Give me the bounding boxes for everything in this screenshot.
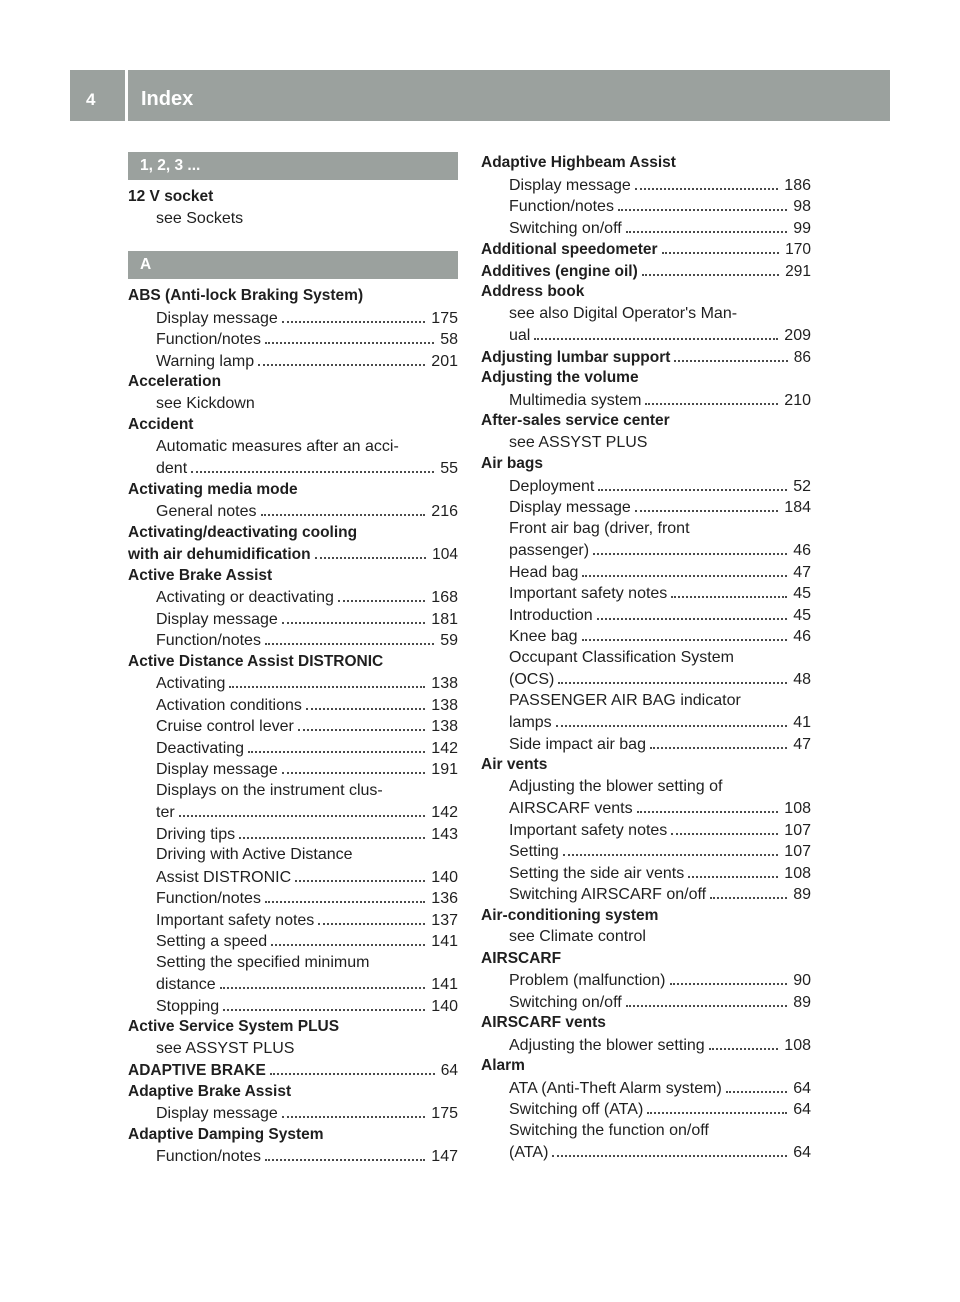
dot-leader [709, 1034, 779, 1050]
index-subentry-text: distance [156, 976, 216, 993]
dot-leader [593, 539, 787, 555]
index-subentry-text: Important safety notes [509, 821, 668, 839]
page-ref: 142 [431, 739, 458, 757]
index-subentry-text: ual [509, 327, 531, 344]
index-subentry-text: (ATA) [509, 1144, 549, 1161]
index-subentry: Displays on the instrument clus- [156, 781, 383, 799]
index-subentry-text: Function/notes [156, 1148, 261, 1165]
page-ref: 64 [793, 1144, 811, 1161]
index-subentry [481, 561, 811, 583]
index-subentry-text: Switching off (ATA) [509, 1101, 644, 1118]
dot-leader [598, 475, 787, 491]
page-ref: 216 [431, 503, 458, 520]
index-subentry-text: Deactivating [156, 739, 245, 757]
dot-leader [647, 1098, 787, 1114]
dot-leader [618, 195, 787, 211]
page-ref: 46 [793, 542, 811, 559]
dot-leader [635, 174, 778, 190]
index-subentry [481, 604, 811, 626]
index-subentry [128, 328, 458, 350]
index-subentry [481, 496, 811, 518]
page-header [70, 70, 890, 121]
page-ref: 147 [431, 1148, 458, 1165]
index-subentry [481, 539, 811, 561]
index-subentry-text: Switching on/off [509, 219, 622, 237]
page-ref: 107 [784, 843, 811, 860]
page-ref: 46 [793, 628, 811, 645]
dot-leader [635, 496, 778, 512]
index-subentry-text: (OCS) [509, 671, 555, 688]
index-subentry [481, 991, 811, 1013]
index-subentry: Automatic measures after an acci- [156, 437, 399, 455]
index-keyword: Adjusting the volume [481, 369, 639, 386]
dot-leader [270, 1059, 435, 1075]
dot-leader [726, 1077, 787, 1093]
index-subentry [128, 629, 458, 651]
page-ref: 99 [793, 219, 811, 237]
index-subentry [481, 195, 811, 217]
page-ref: 55 [440, 460, 458, 477]
index-entry [128, 479, 458, 522]
index-subentry [128, 909, 458, 931]
dot-leader [315, 543, 427, 559]
dot-leader [265, 328, 434, 344]
index-entry [128, 1124, 458, 1167]
index-entry [481, 281, 811, 346]
index-keyword [481, 346, 811, 368]
index-keyword: ABS (Anti-lock Braking System) [128, 287, 364, 304]
index-subentry-text: Display message [509, 499, 631, 516]
index-subentry-text: Multimedia system [509, 391, 642, 409]
page-ref: 209 [784, 327, 811, 344]
dot-leader [645, 389, 778, 405]
index-subentry: Switching the function on/off [509, 1121, 709, 1139]
index-entry [481, 346, 811, 368]
index-subentry [481, 733, 811, 755]
dot-leader [191, 457, 434, 473]
page-ref: 108 [784, 800, 811, 817]
index-subentry [128, 672, 458, 694]
index-subentry: Front air bag (driver, front [509, 519, 690, 537]
page-ref: 59 [440, 632, 458, 649]
index-subentry-text: ter [156, 804, 175, 821]
page-ref: 86 [793, 348, 811, 366]
page-ref: 107 [784, 821, 811, 839]
index-subentry [481, 668, 811, 690]
page-ref: 141 [431, 933, 458, 950]
page-ref: 47 [793, 563, 811, 581]
index-subentry-text: Function/notes [156, 331, 261, 348]
index-subentry: Occupant Classification System [509, 648, 734, 666]
index-subentry [481, 625, 811, 647]
index-keyword-text: ADAPTIVE BRAKE [128, 1062, 266, 1079]
dot-leader [582, 625, 788, 641]
index-entry [128, 651, 458, 1017]
index-subentry: see also Digital Operator's Man- [509, 304, 738, 322]
index-subentry-text: Display message [156, 1105, 278, 1122]
index-subentry-text: Activating [156, 675, 226, 692]
index-column-right [481, 152, 811, 1163]
page-ref: 184 [784, 499, 811, 516]
index-subentry-text: Display message [509, 176, 631, 194]
index-keyword: Alarm [481, 1057, 525, 1074]
index-subentry [481, 862, 811, 884]
index-entry [481, 453, 811, 754]
index-subentry: Setting the specified minimum [156, 953, 370, 971]
index-entry [128, 1016, 458, 1059]
index-subentry: Adjusting the blower setting of [509, 777, 723, 795]
index-entry [481, 905, 811, 948]
dot-leader [563, 840, 778, 856]
index-subentry [128, 995, 458, 1017]
index-entry [481, 754, 811, 905]
header-divider [125, 70, 128, 121]
index-subentry-text: Setting [509, 843, 559, 860]
index-entry [481, 367, 811, 410]
index-entry [128, 186, 458, 229]
page-ref: 191 [431, 761, 458, 778]
index-subentry: PASSENGER AIR BAG indicator [509, 691, 741, 709]
index-subentry-text: Side impact air bag [509, 735, 646, 753]
page-ref: 104 [432, 546, 458, 563]
index-keyword [481, 238, 811, 260]
index-subentry [128, 930, 458, 952]
page-ref: 47 [793, 735, 811, 753]
index-subentry-text: Display message [156, 761, 278, 778]
page-ref: 175 [431, 309, 458, 327]
index-keyword: AIRSCARF [481, 949, 562, 967]
page-ref: 138 [431, 696, 458, 714]
index-subentry-text: General notes [156, 503, 257, 520]
index-entry [481, 1055, 811, 1163]
dot-leader [597, 604, 788, 620]
index-subentry-text: Knee bag [509, 628, 578, 645]
page-number: 4 [86, 90, 96, 109]
page-ref: 136 [431, 890, 458, 907]
page-ref: 64 [440, 1062, 458, 1079]
index-subentry-text: Warning lamp [156, 352, 255, 370]
index-keyword: Air bags [481, 455, 544, 472]
dot-leader [271, 930, 425, 946]
page-ref: 140 [431, 868, 458, 886]
section-heading: 1, 2, 3 ... [128, 152, 458, 180]
index-subentry [481, 1077, 811, 1099]
index-subentry-text: Setting the side air vents [509, 864, 685, 882]
index-subentry-text: Activating or deactivating [156, 589, 334, 606]
dot-leader [295, 866, 425, 882]
dot-leader [556, 711, 788, 727]
index-subentry [481, 797, 811, 819]
index-entry [128, 1059, 458, 1081]
index-subentry [481, 711, 811, 733]
dot-leader [662, 238, 780, 254]
index-keyword: Air vents [481, 756, 548, 773]
page-ref: 138 [431, 675, 458, 692]
index-subentry [481, 582, 811, 604]
index-subentry [481, 475, 811, 497]
index-subentry-text: dent [156, 460, 188, 477]
index-entry [128, 371, 458, 414]
page-ref: 90 [793, 972, 811, 989]
index-subentry-text: Problem (malfunction) [509, 972, 666, 989]
index-keyword: Adaptive Highbeam Assist [481, 154, 676, 171]
index-column-left [128, 152, 458, 1167]
dot-leader [671, 582, 787, 598]
index-entry [481, 152, 811, 238]
page-ref: 58 [440, 331, 458, 348]
index-subentry-text: Function/notes [156, 632, 261, 649]
dot-leader [223, 995, 425, 1011]
index-subentry [128, 801, 458, 823]
index-keyword-text: Additives (engine oil) [481, 262, 638, 280]
dot-leader [265, 1145, 425, 1161]
dot-leader [179, 801, 426, 817]
dot-leader [282, 307, 425, 323]
index-subentry [128, 586, 458, 608]
index-subentry [481, 1098, 811, 1120]
dot-leader [306, 694, 425, 710]
dot-leader [282, 1102, 425, 1118]
page-ref: 45 [793, 606, 811, 624]
page-ref: 175 [431, 1105, 458, 1122]
page-ref: 143 [431, 825, 458, 843]
dot-leader [258, 350, 425, 366]
dot-leader [318, 909, 425, 925]
index-subentry [481, 1034, 811, 1056]
page-ref: 137 [431, 911, 458, 929]
index-keyword-text: Additional speedometer [481, 241, 658, 258]
index-subentry [481, 1141, 811, 1163]
dot-leader [674, 346, 787, 362]
dot-leader [642, 260, 779, 276]
index-entry [128, 522, 458, 565]
index-subentry-text: Activation conditions [156, 696, 302, 714]
index-entry [481, 260, 811, 282]
index-keyword: Adaptive Brake Assist [128, 1082, 292, 1100]
dot-leader [265, 629, 434, 645]
index-subentry [481, 217, 811, 239]
index-subentry [481, 324, 811, 346]
page-ref: 140 [431, 997, 458, 1015]
index-keyword: Adaptive Damping System [128, 1125, 324, 1143]
index-subentry [128, 500, 458, 522]
index-entry [128, 414, 458, 479]
index-subentry [128, 758, 458, 780]
dot-leader [298, 715, 425, 731]
index-subentry [481, 969, 811, 991]
page-ref: 142 [431, 804, 458, 821]
page-ref: 89 [793, 886, 811, 903]
index-subentry [128, 694, 458, 716]
page-ref: 210 [784, 391, 811, 409]
index-keyword: Activating/deactivating cooling [128, 523, 358, 541]
index-subentry-text: passenger) [509, 542, 590, 559]
index-subentry-text: Introduction [509, 606, 593, 624]
index-subentry-text: Important safety notes [156, 911, 315, 929]
index-entry [481, 948, 811, 1013]
page-ref: 41 [793, 714, 811, 731]
index-subentry-text: lamps [509, 714, 552, 731]
index-subentry: see ASSYST PLUS [156, 1039, 295, 1057]
dot-leader [637, 797, 779, 813]
page-ref: 138 [431, 718, 458, 735]
index-keyword: Active Brake Assist [128, 566, 273, 584]
index-subentry [481, 840, 811, 862]
index-subentry [128, 887, 458, 909]
index-subentry [128, 1102, 458, 1124]
index-subentry [481, 389, 811, 411]
page-ref: 201 [431, 352, 458, 370]
dot-leader [248, 737, 425, 753]
index-keyword [128, 1059, 458, 1081]
index-subentry: Driving with Active Distance [156, 846, 353, 863]
page-ref: 168 [431, 589, 458, 606]
dot-leader [626, 991, 788, 1007]
index-subentry [128, 307, 458, 329]
index-subentry-text: Important safety notes [509, 585, 668, 602]
index-subentry-text: Switching AIRSCARF on/off [509, 886, 707, 903]
index-subentry-text: Display message [156, 309, 278, 327]
index-keyword [481, 260, 811, 282]
dot-leader [282, 608, 425, 624]
index-subentry-text: Cruise control lever [156, 718, 294, 735]
index-subentry-text: Adjusting the blower setting [509, 1036, 705, 1054]
index-keyword: After-sales service center [481, 412, 670, 429]
page-ref: 45 [793, 585, 811, 602]
index-subentry-text: Display message [156, 610, 278, 628]
dot-leader [558, 668, 787, 684]
index-keyword: Acceleration [128, 373, 222, 390]
index-entry [128, 1081, 458, 1124]
index-entry [481, 238, 811, 260]
dot-leader [552, 1141, 787, 1157]
page-ref: 98 [793, 198, 811, 215]
page-ref: 64 [793, 1079, 811, 1097]
index-keyword: AIRSCARF vents [481, 1014, 606, 1031]
dot-leader [220, 973, 426, 989]
index-entry [481, 1012, 811, 1055]
index-subentry: see Climate control [509, 928, 646, 945]
index-keyword-text: Adjusting lumbar support [481, 348, 671, 366]
index-subentry-text: Function/notes [509, 198, 614, 215]
index-subentry [128, 737, 458, 759]
index-subentry: see ASSYST PLUS [509, 433, 648, 451]
page-ref: 181 [431, 610, 458, 628]
index-entry [128, 565, 458, 651]
dot-leader [265, 887, 425, 903]
page-ref: 108 [784, 864, 811, 882]
index-subentry-text: AIRSCARF vents [509, 800, 633, 817]
dot-leader [688, 862, 778, 878]
index-keyword-continued [128, 543, 458, 565]
index-subentry-text: ATA (Anti-Theft Alarm system) [509, 1079, 722, 1097]
index-subentry: see Kickdown [156, 394, 255, 412]
index-subentry [128, 715, 458, 737]
dot-leader [582, 561, 787, 577]
index-keyword: 12 V socket [128, 188, 214, 205]
index-subentry-text: Deployment [509, 477, 595, 495]
index-subentry-text: Assist DISTRONIC [156, 868, 292, 886]
index-subentry [128, 1145, 458, 1167]
page-ref: 186 [784, 176, 811, 194]
index-subentry [128, 973, 458, 995]
index-subentry-text: Switching on/off [509, 993, 622, 1011]
dot-leader [670, 969, 788, 985]
dot-leader [338, 586, 425, 602]
index-subentry-text: Stopping [156, 997, 220, 1015]
index-keyword: Air-conditioning system [481, 906, 659, 924]
page-ref: 89 [793, 993, 811, 1011]
dot-leader [626, 217, 788, 233]
index-keyword: Active Distance Assist DISTRONIC [128, 652, 384, 670]
index-subentry-text: Head bag [509, 563, 579, 581]
index-subentry [481, 883, 811, 905]
index-keyword: Active Service System PLUS [128, 1018, 340, 1035]
index-subentry [128, 866, 458, 888]
index-subentry-text: Function/notes [156, 890, 261, 907]
index-subentry [481, 819, 811, 841]
dot-leader [671, 819, 778, 835]
page-ref: 52 [793, 477, 811, 495]
index-keyword: Accident [128, 416, 194, 433]
dot-leader [650, 733, 787, 749]
page-ref: 141 [431, 976, 458, 993]
page-ref: 108 [784, 1036, 811, 1054]
dot-leader [261, 500, 426, 516]
index-subentry [128, 823, 458, 845]
dot-leader [229, 672, 425, 688]
index-subentry-text: Driving tips [156, 825, 236, 843]
index-subentry-text: Setting a speed [156, 933, 268, 950]
dot-leader [239, 823, 425, 839]
index-keyword: Activating media mode [128, 480, 298, 498]
index-keyword-continued-text: with air dehumidification [128, 546, 311, 563]
index-subentry [128, 350, 458, 372]
index-entry [128, 285, 458, 371]
page-ref: 291 [785, 262, 811, 280]
page-title: Index [141, 88, 194, 110]
index-subentry [128, 457, 458, 479]
index-subentry [128, 608, 458, 630]
index-subentry [481, 174, 811, 196]
page-ref: 170 [785, 241, 811, 258]
dot-leader [710, 883, 787, 899]
page-ref: 48 [793, 671, 811, 688]
dot-leader [534, 324, 778, 340]
page-ref: 64 [793, 1101, 811, 1118]
section-spacer [128, 229, 458, 251]
section-heading: A [128, 251, 458, 279]
dot-leader [282, 758, 425, 774]
index-entry [481, 410, 811, 453]
index-keyword: Address book [481, 283, 585, 300]
index-subentry: see Sockets [156, 209, 244, 227]
